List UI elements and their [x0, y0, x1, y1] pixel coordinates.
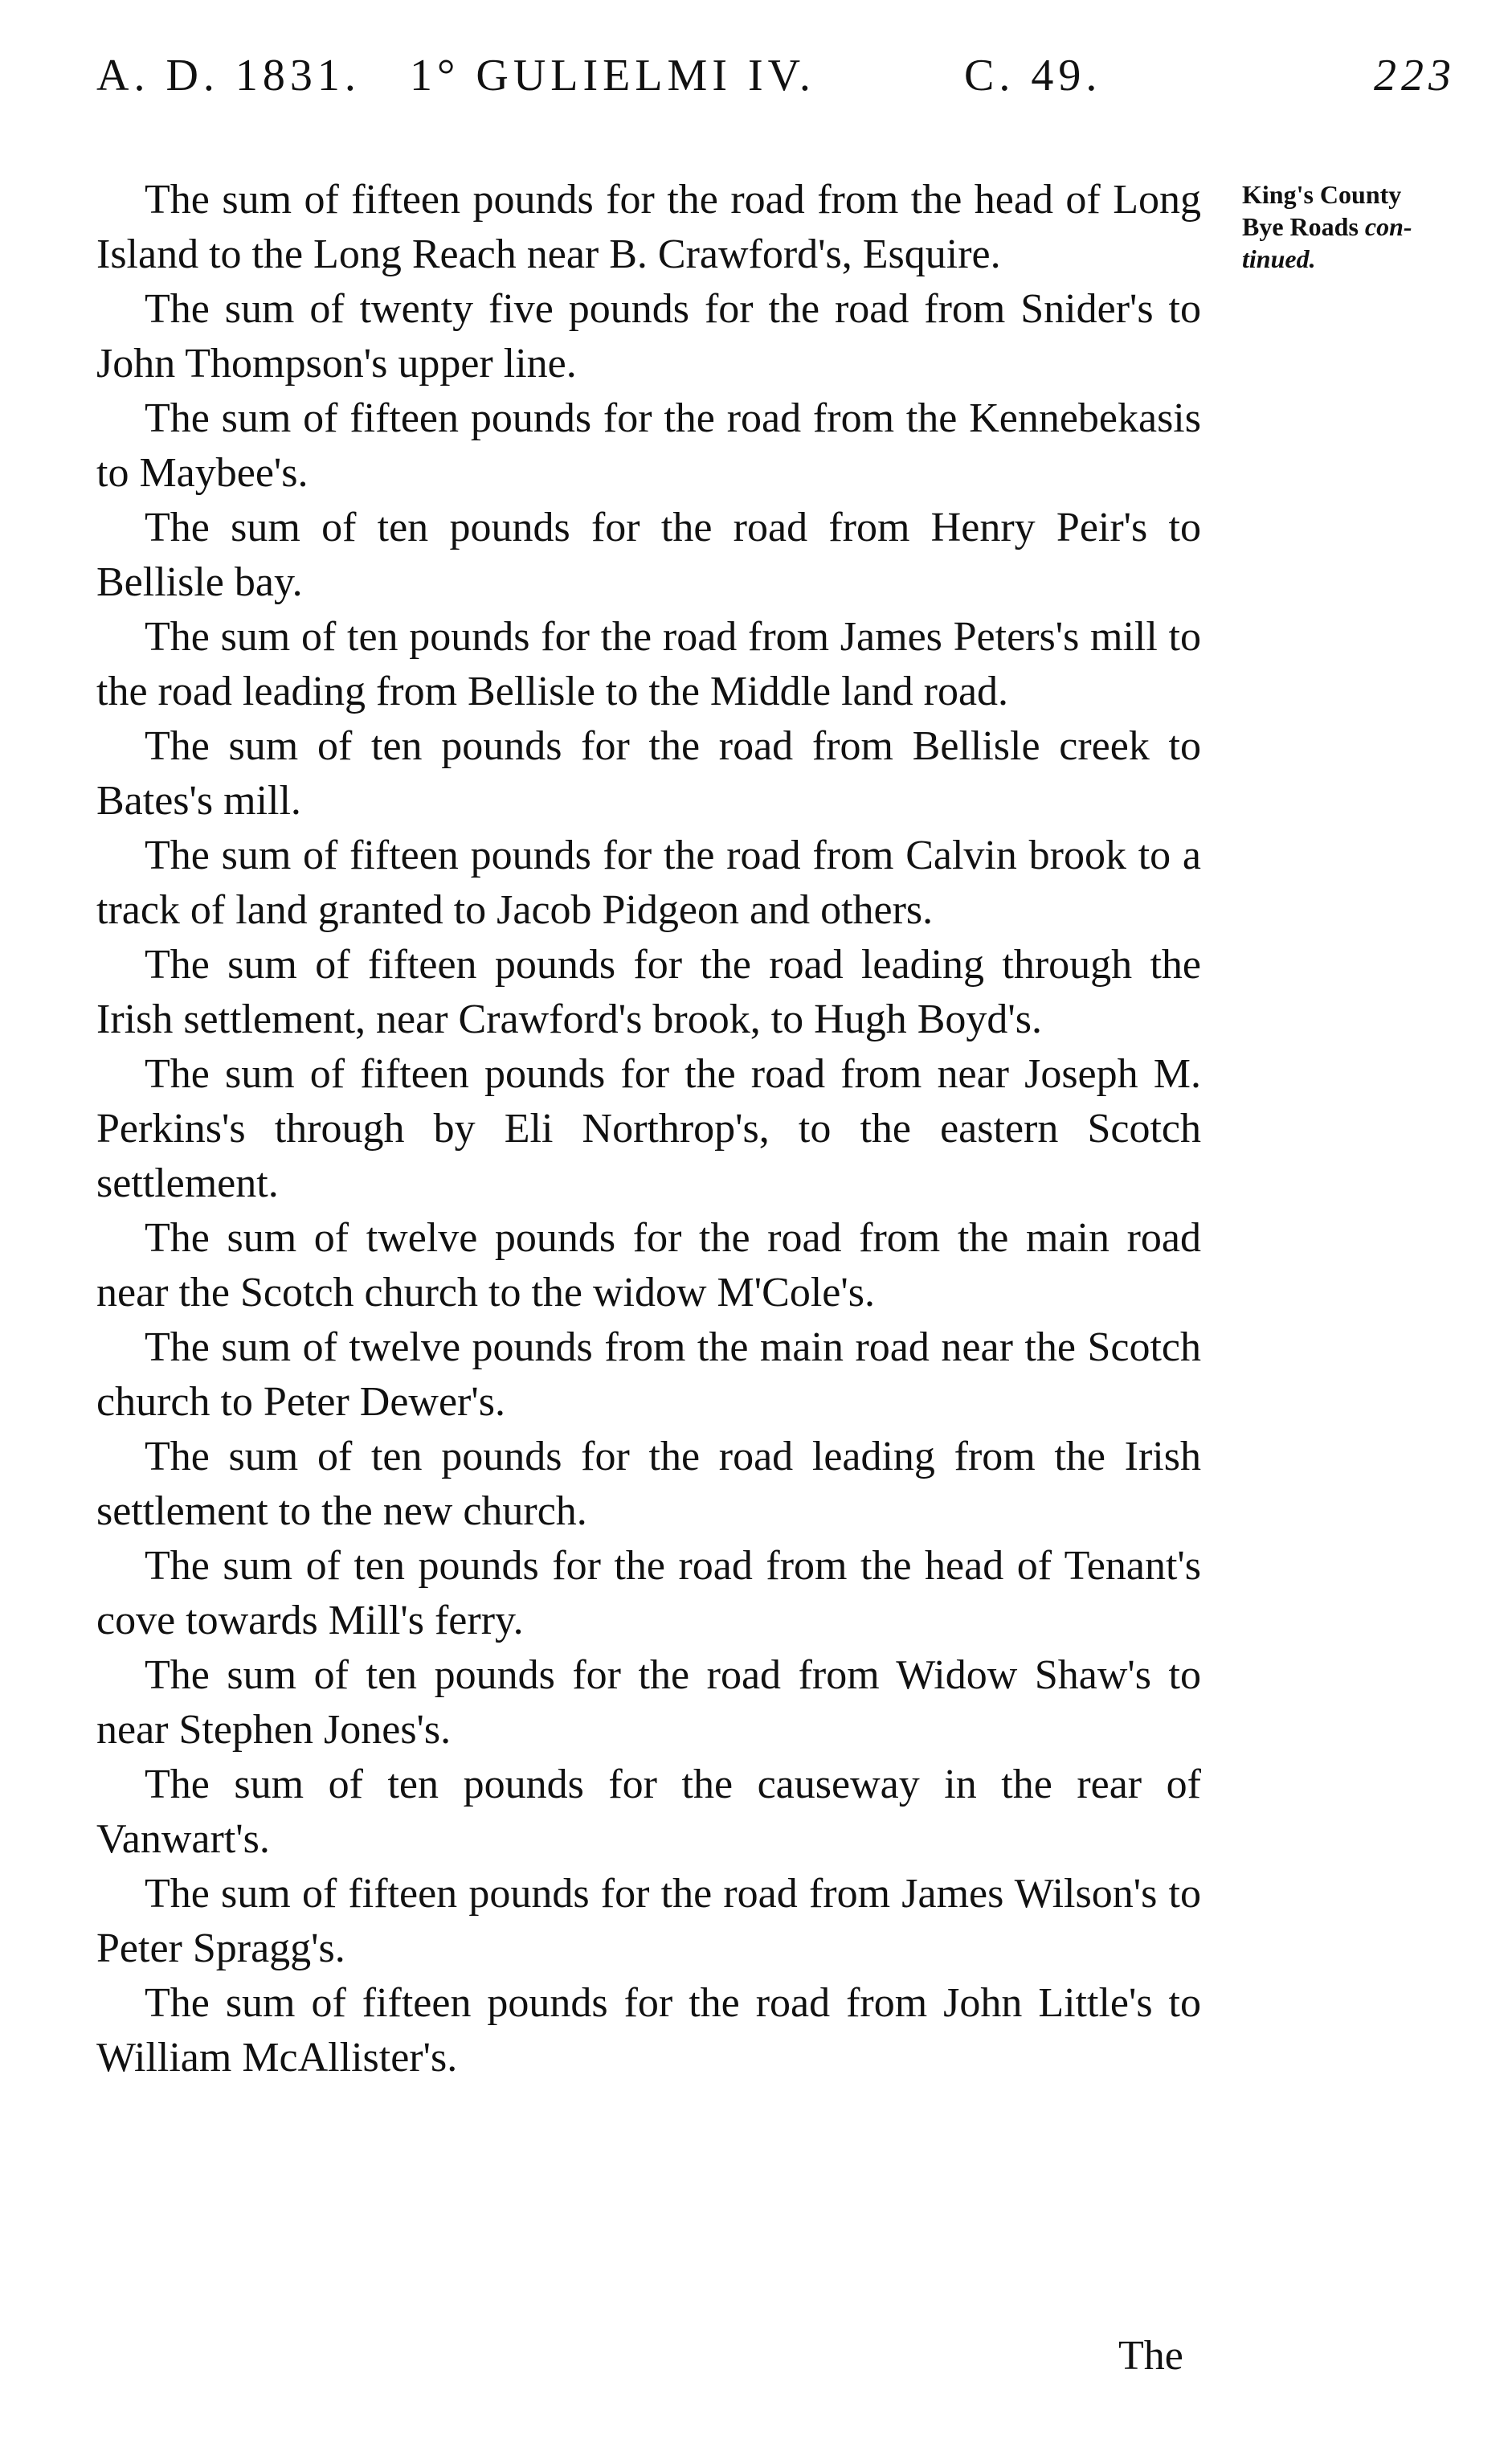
margin-note-bye-roads: Bye Roads: [1242, 212, 1359, 241]
paragraph: The sum of fifteen pounds for the road from James Wilson's to Peter Spragg's.: [96, 1871, 1201, 1971]
paragraph: The sum of ten pounds for the road leading from the Irish settlement to the new church.: [96, 1434, 1201, 1534]
paragraph: The sum of ten pounds for the causeway in the rear of Vanwart's.: [96, 1762, 1201, 1862]
margin-note-line-1: King's County: [1242, 180, 1402, 209]
running-header: [96, 50, 1462, 114]
paragraph: The sum of fifteen pounds for the road from the Kennebekasis to Maybee's.: [96, 395, 1201, 496]
paragraph: The sum of fifteen pounds for the road from John Little's to William McAllister's.: [96, 1980, 1201, 2081]
paragraph: The sum of ten pounds for the road from Widow Shaw's to near Stephen Jones's.: [96, 1652, 1201, 1753]
margin-note-line-3: [1242, 243, 1499, 275]
paragraph: The sum of ten pounds for the road from the head of Tenant's cove towards Mill's ferry.: [96, 1543, 1201, 1643]
header-chapter: C. 49.: [964, 51, 1102, 100]
header-reign: 1° GULIELMI IV.: [410, 51, 815, 100]
paragraph: The sum of ten pounds for the road from Henry Peir's to Bellisle bay.: [96, 505, 1201, 605]
margin-note: [1242, 178, 1499, 275]
margin-note-line-2: [1242, 211, 1499, 243]
paragraph: The sum of ten pounds for the road from James Peters's mill to the road leading from Bellisle to the Middle land road.: [96, 614, 1201, 714]
header-date: A. D. 1831.: [96, 51, 361, 100]
paragraph: The sum of twenty five pounds for the road from Snider's to John Thompson's upper line.: [96, 286, 1201, 387]
margin-note-continued-part1: con-: [1364, 212, 1412, 241]
paragraph: The sum of fifteen pounds for the road from near Joseph M. Perkins's through by Eli Northrop's, to the eastern Scotch settlement.: [96, 1051, 1201, 1206]
page-number: 223: [1374, 51, 1456, 100]
body-text: [96, 173, 1201, 2085]
paragraph: The sum of fifteen pounds for the road from the head of Long Island to the Long Reach near B. Crawford's, Esquire.: [96, 177, 1201, 277]
paragraph: The sum of fifteen pounds for the road leading through the Irish settlement, near Crawford's brook, to Hugh Boyd's.: [96, 942, 1201, 1042]
paragraph: The sum of twelve pounds from the main road near the Scotch church to Peter Dewer's.: [96, 1324, 1201, 1425]
margin-note-continued-part2: tinued.: [1242, 244, 1316, 273]
catchword: The: [1118, 2333, 1183, 2379]
paragraph: The sum of twelve pounds for the road from the main road near the Scotch church to the widow M'Cole's.: [96, 1215, 1201, 1316]
paragraph: The sum of ten pounds for the road from Bellisle creek to Bates's mill.: [96, 723, 1201, 824]
paragraph: The sum of fifteen pounds for the road from Calvin brook to a track of land granted to Jacob Pidgeon and others.: [96, 833, 1201, 933]
